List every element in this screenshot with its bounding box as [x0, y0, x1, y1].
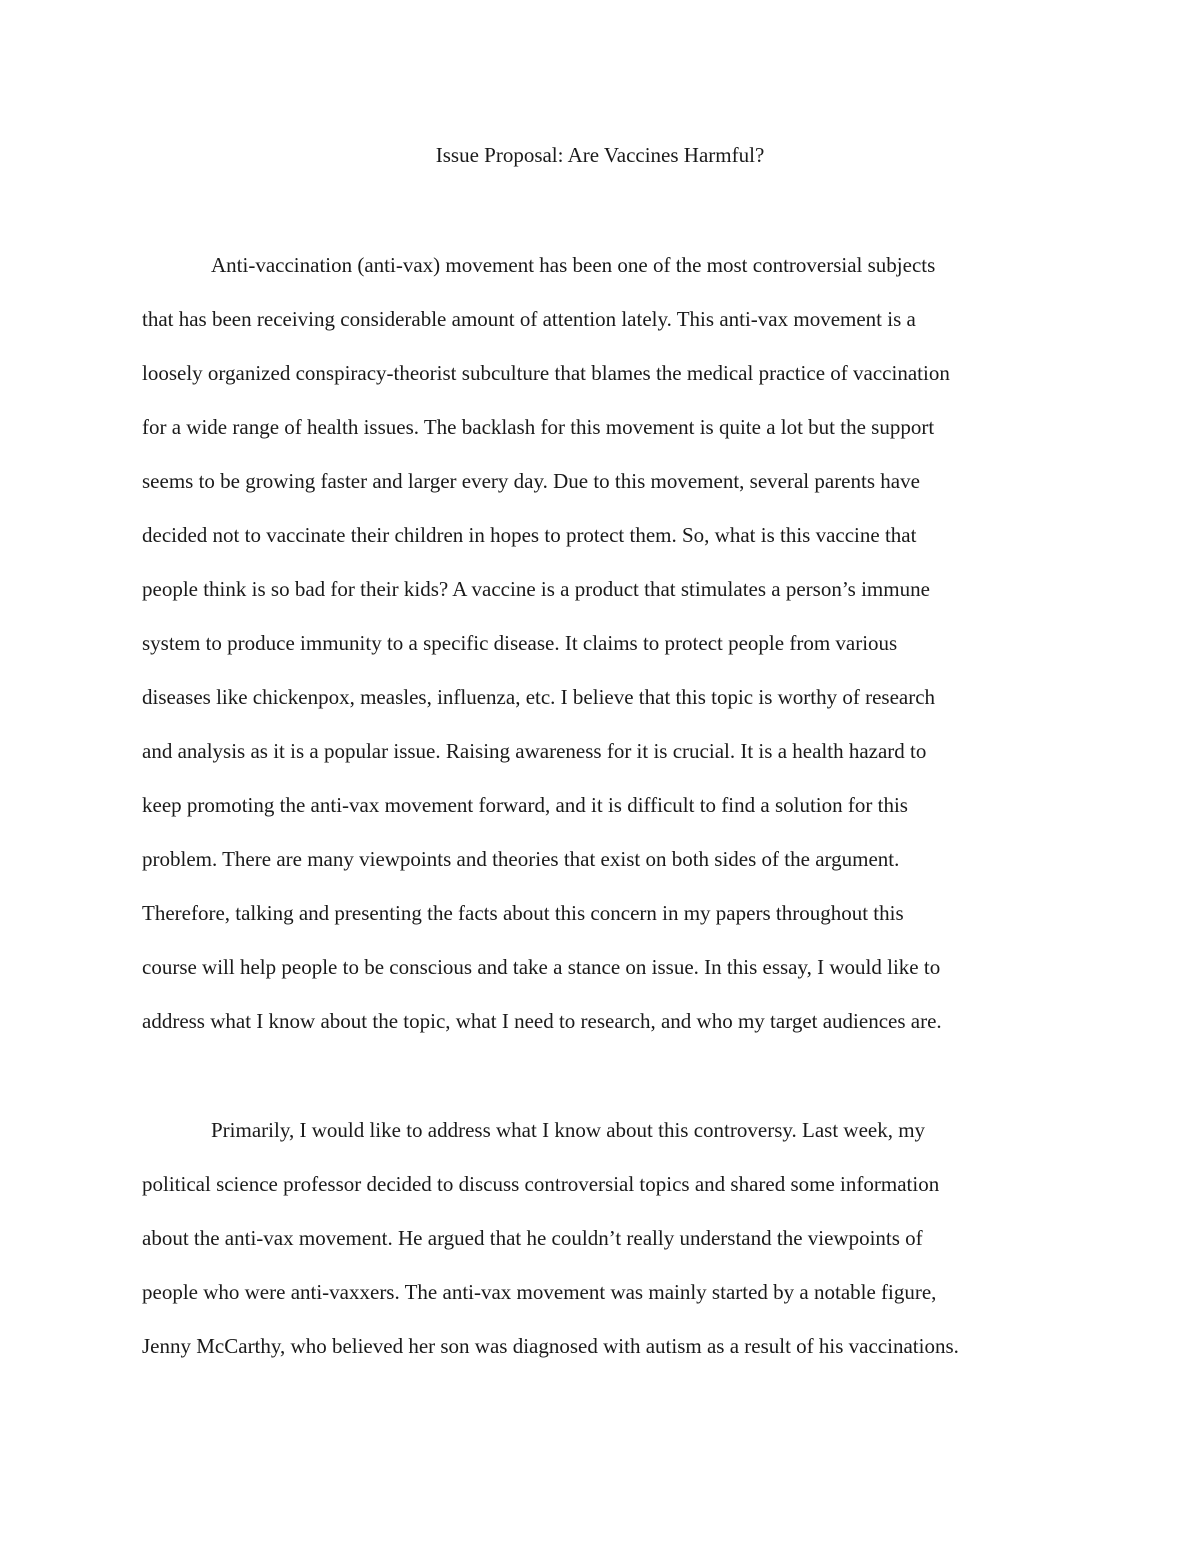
paragraph-2 — [142, 1115, 1072, 1385]
paragraph-line: for a wide range of health issues. The backlash for this movement is quite a lot but the support — [142, 415, 935, 439]
paragraph-line: system to produce immunity to a specific disease. It claims to protect people from various — [142, 631, 898, 655]
paragraph-line: course will help people to be conscious and take a stance on issue. In this essay, I would like to — [142, 955, 941, 979]
paragraph-line: keep promoting the anti-vax movement forward, and it is difficult to find a solution for this — [142, 793, 908, 817]
paragraph-line: Therefore, talking and presenting the facts about this concern in my papers throughout this — [142, 901, 904, 925]
paragraph-line: people think is so bad for their kids? A vaccine is a product that stimulates a person’s immune — [142, 577, 930, 601]
paragraph-line: political science professor decided to discuss controversial topics and shared some information — [142, 1172, 940, 1196]
paragraph-line: problem. There are many viewpoints and theories that exist on both sides of the argument. — [142, 847, 900, 871]
paragraph-line: diseases like chickenpox, measles, influenza, etc. I believe that this topic is worthy of research — [142, 685, 936, 709]
paragraph-line: decided not to vaccinate their children in hopes to protect them. So, what is this vaccine that — [142, 523, 917, 547]
paragraph-line: and analysis as it is a popular issue. Raising awareness for it is crucial. It is a health hazard to — [142, 739, 927, 763]
paragraph-line: about the anti-vax movement. He argued that he couldn’t really understand the viewpoints of — [142, 1226, 923, 1250]
document-title: Issue Proposal: Are Vaccines Harmful? — [435, 143, 765, 167]
paragraph-line: people who were anti-vaxxers. The anti-vax movement was mainly started by a notable figure, — [142, 1280, 937, 1304]
paragraph-1 — [142, 250, 1072, 1060]
paragraph-line: Jenny McCarthy, who believed her son was diagnosed with autism as a result of his vaccinations. — [142, 1334, 959, 1358]
paragraph-line: Anti-vaccination (anti-vax) movement has been one of the most controversial subjects — [211, 253, 936, 277]
paragraph-line: that has been receiving considerable amount of attention lately. This anti-vax movement is a — [142, 307, 916, 331]
paragraph-line: seems to be growing faster and larger every day. Due to this movement, several parents have — [142, 469, 920, 493]
paragraph-line: Primarily, I would like to address what I know about this controversy. Last week, my — [211, 1118, 926, 1142]
paragraph-line: loosely organized conspiracy-theorist subculture that blames the medical practice of vaccination — [142, 361, 950, 385]
paragraph-line: address what I know about the topic, what I need to research, and who my target audiences are. — [142, 1009, 942, 1033]
